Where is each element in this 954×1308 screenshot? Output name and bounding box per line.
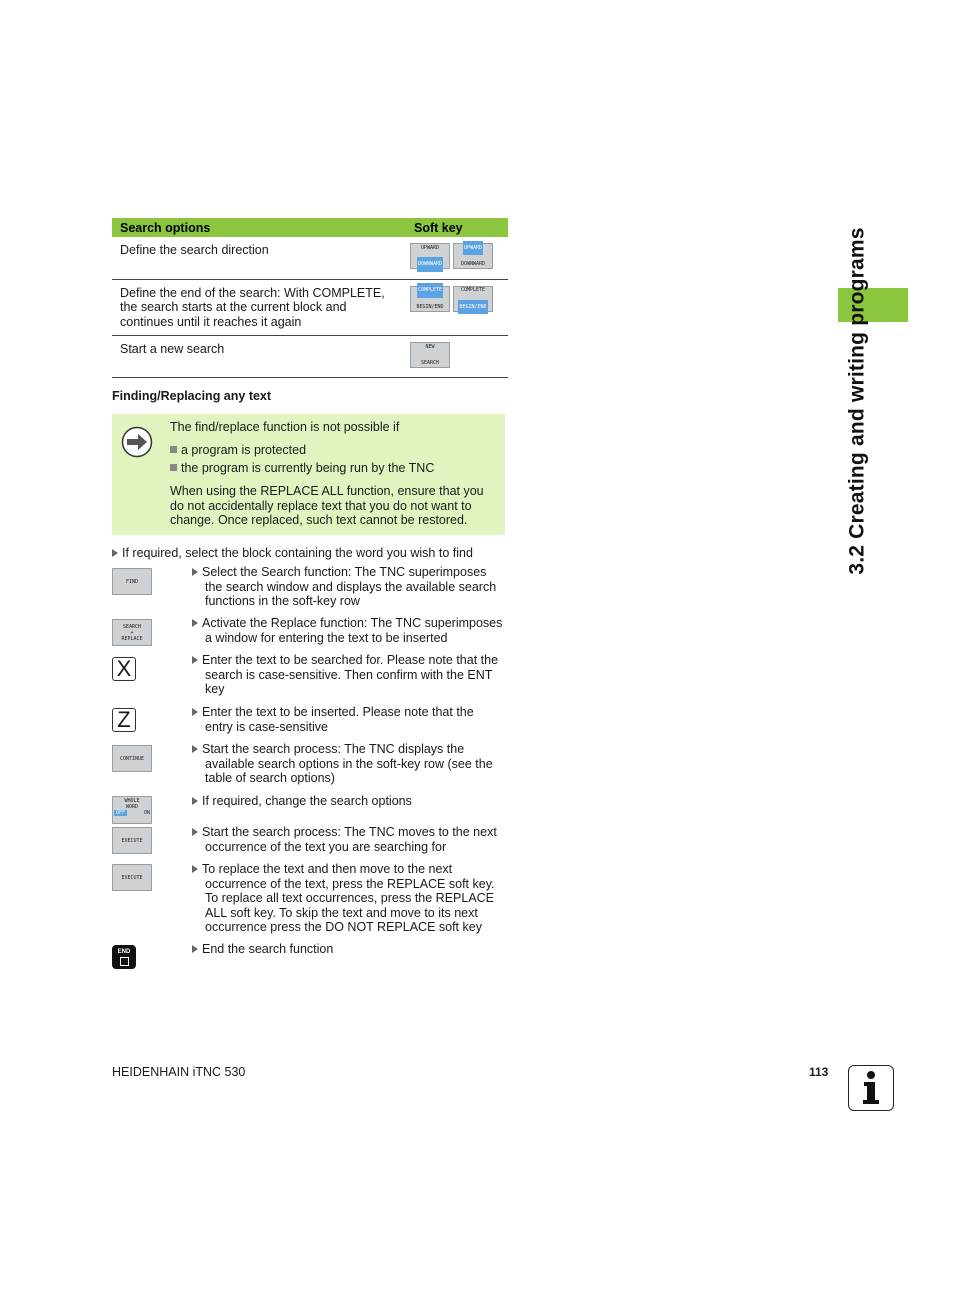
step-execute-search: Start the search process: The TNC moves to the next occurrence of the text you are searching for bbox=[192, 825, 506, 854]
arrow-bullet-icon bbox=[192, 656, 198, 664]
section-heading: Finding/Replacing any text bbox=[112, 389, 272, 403]
search-options-table bbox=[112, 218, 508, 378]
step-intro: If required, select the block containing the word you wish to find bbox=[112, 546, 512, 561]
table-row bbox=[112, 336, 508, 378]
table-row bbox=[112, 237, 508, 279]
note-intro: The find/replace function is not possible if bbox=[170, 420, 400, 434]
bullet-square-icon bbox=[170, 446, 177, 453]
execute-softkey[interactable]: EXECUTE bbox=[112, 864, 152, 891]
whole-word-softkey[interactable]: WHOLE WORD OFF ON bbox=[112, 796, 152, 824]
arrow-bullet-icon bbox=[192, 797, 198, 805]
step-find: Select the Search function: The TNC superimposes the search window and displays the available search functions in the soft-key row bbox=[192, 565, 506, 609]
step-execute-replace: To replace the text and then move to the next occurrence of the text, press the REPLACE soft key. To replace all text occurrences, press the REPLACE ALL soft key. To skip the text and move to its next occurrence press the DO NOT REPLACE soft key bbox=[192, 862, 506, 935]
complete-beginend-softkey[interactable]: COMPLETE BEGIN/END bbox=[410, 286, 450, 312]
bullet-square-icon bbox=[170, 464, 177, 471]
header-search-options: Search options bbox=[112, 218, 406, 237]
execute-softkey[interactable]: EXECUTE bbox=[112, 827, 152, 854]
step-options: If required, change the search options bbox=[192, 794, 506, 809]
step-replace: Activate the Replace function: The TNC superimposes a window for entering the text to be inserted bbox=[192, 616, 506, 645]
continue-softkey[interactable]: CONTINUE bbox=[112, 745, 152, 772]
end-square-icon bbox=[120, 957, 129, 966]
note-bullet: a program is protected bbox=[170, 443, 500, 458]
search-replace-softkey[interactable]: SEARCH + REPLACE bbox=[112, 619, 152, 646]
page-number: 113 bbox=[809, 1065, 829, 1079]
find-softkey[interactable]: FIND bbox=[112, 568, 152, 595]
arrow-bullet-icon bbox=[112, 549, 118, 557]
arrow-bullet-icon bbox=[192, 745, 198, 753]
new-search-softkey[interactable]: NEW SEARCH bbox=[410, 342, 450, 368]
arrow-right-note-icon bbox=[121, 426, 153, 458]
complete-beginend-softkey[interactable]: COMPLETE BEGIN/END bbox=[453, 286, 493, 312]
table-row bbox=[112, 279, 508, 336]
note-bullet: the program is currently being run by the TNC bbox=[170, 461, 500, 476]
footer-product: HEIDENHAIN iTNC 530 bbox=[112, 1065, 246, 1079]
arrow-bullet-icon bbox=[192, 865, 198, 873]
row-description: Define the search direction bbox=[112, 237, 406, 279]
arrow-bullet-icon bbox=[192, 945, 198, 953]
arrow-bullet-icon bbox=[192, 619, 198, 627]
arrow-bullet-icon bbox=[192, 708, 198, 716]
step-enter-replacement: Enter the text to be inserted. Please note that the entry is case-sensitive bbox=[192, 705, 506, 734]
upward-downward-softkey[interactable]: UPWARD DOWNWARD bbox=[410, 243, 450, 269]
note-warning: When using the REPLACE ALL function, ensure that you do not accidentally replace text that you do not want to change. Once replaced, such text cannot be restored. bbox=[170, 484, 484, 527]
step-continue: Start the search process: The TNC displays the available search options in the soft-key row (see the table of search options) bbox=[192, 742, 506, 786]
step-end: End the search function bbox=[192, 942, 506, 957]
header-soft-key: Soft key bbox=[406, 218, 508, 237]
info-icon bbox=[848, 1065, 894, 1111]
row-description: Start a new search bbox=[112, 336, 406, 378]
z-key[interactable]: Z bbox=[112, 708, 136, 732]
end-key[interactable]: END bbox=[112, 945, 136, 969]
arrow-bullet-icon bbox=[192, 828, 198, 836]
arrow-bullet-icon bbox=[192, 568, 198, 576]
section-title-vertical: 3.2 Creating and writing programs bbox=[846, 227, 870, 575]
table-header-row bbox=[112, 218, 508, 237]
row-description: Define the end of the search: With COMPLETE, the search starts at the current block and continues until it reaches it again bbox=[112, 279, 406, 336]
step-enter-search: Enter the text to be searched for. Please note that the search is case-sensitive. Then confirm with the ENT key bbox=[192, 653, 506, 697]
upward-downward-softkey[interactable]: UPWARD DOWNWARD bbox=[453, 243, 493, 269]
x-key[interactable]: X bbox=[112, 657, 136, 681]
